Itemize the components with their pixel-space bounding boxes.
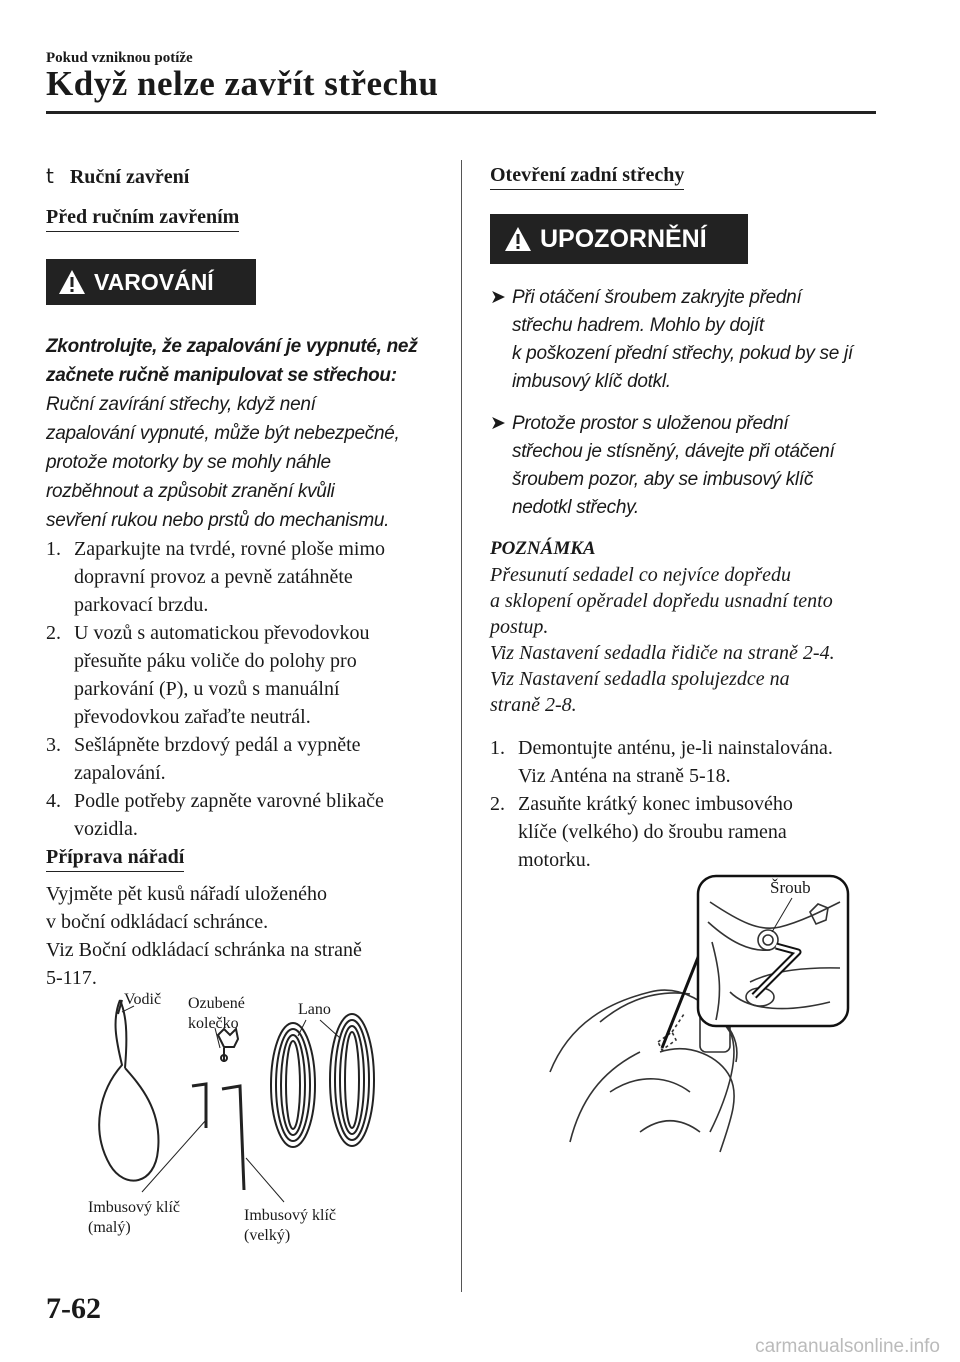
- caution-bullets: [490, 284, 900, 522]
- caution-banner: [490, 214, 748, 264]
- tool-prep-text: Vyjměte pět kusů nářadí uloženého v boční odkládací schránce. Viz Boční odkládací schránka na straně 5-117.: [46, 883, 362, 989]
- note-block: POZNÁMKA Přesunutí sedadel co nejvíce dopředu a sklopení opěradel dopředu usnadní tento postup. Viz Nastavení sedadla řidiče na straně 2-4. Viz Nastavení sedadla spolujezdce na straně 2-8.: [490, 536, 900, 718]
- warning-line: sevření rukou nebo prstů do mechanismu.: [46, 510, 390, 531]
- page-number: 7-62: [46, 1292, 101, 1325]
- warning-bold-line: Zkontrolujte, že zapalování je vypnuté, než: [46, 336, 418, 357]
- rear-roof-steps: [490, 734, 910, 874]
- label-ozubene: Ozubené kolečko: [188, 995, 245, 1032]
- label-small-hex-key: Imbusový klíč (malý): [88, 1199, 180, 1236]
- before-manual-close-heading: Před ručním zavřením: [46, 206, 239, 229]
- caution-label: UPOZORNĚNÍ: [540, 224, 707, 253]
- tool-prep-heading: Příprava nářadí: [46, 846, 184, 869]
- column-divider: [461, 160, 462, 1292]
- label-vodic: Vodič: [124, 991, 162, 1008]
- list-item: 2. Zasuňte krátký konec imbusového klíče (velkého) do šroubu ramena motorku.: [490, 793, 793, 871]
- label-bolt: Šroub: [770, 878, 811, 897]
- bullet-arrow-icon: ➤: [490, 413, 506, 434]
- rear-roof-heading: Otevření zadní střechy: [490, 164, 684, 187]
- watermark: carmanualsonline.info: [755, 1336, 940, 1357]
- bolt-illustration: [540, 872, 880, 1162]
- list-item: 1. Zaparkujte na tvrdé, rovné ploše mimo dopravní provoz a pevně zatáhněte parkovací brzdu.: [46, 538, 386, 616]
- section-marker: t: [46, 164, 54, 188]
- list-item: ➤ Protože prostor s uloženou přední střechou je stísněný, dávejte při otáčení šroubem pozor, aby se imbusový klíč nedotkl střechy.: [490, 410, 900, 522]
- page-title: Když nelze zavřít střechu: [46, 64, 439, 103]
- preparation-steps: [46, 535, 456, 843]
- warning-line: rozběhnout a způsobit zranění kvůli: [46, 481, 335, 502]
- manual-close-heading-text: Ruční zavření: [69, 166, 190, 188]
- warning-line: Ruční zavírání střechy, když není: [46, 394, 316, 415]
- label-lano: Lano: [298, 1001, 331, 1018]
- warning-triangle-icon: [58, 269, 86, 295]
- warning-bold-line: začnete ručně manipulovat se střechou:: [46, 365, 397, 386]
- warning-line: protože motorky by se mohly náhle: [46, 452, 331, 473]
- list-item: ➤ Při otáčení šroubem zakryjte přední střechu hadrem. Mohlo by dojít k poškození přední střechy, pokud by se jí imbusový klíč dotkl.: [490, 284, 900, 396]
- label-large-hex-key: Imbusový klíč (velký): [244, 1207, 336, 1244]
- list-item: 1. Demontujte anténu, je-li nainstalována. Viz Anténa na straně 5-18.: [490, 737, 833, 787]
- warning-line: zapalování vypnuté, může být nebezpečné,: [46, 423, 400, 444]
- warning-banner: [46, 259, 256, 305]
- list-item: 2. U vozů s automatickou převodovkou přesuňte páku voliče do polohy pro parkování (P), u vozů s manuální převodovkou zařaďte neutrál.: [46, 622, 370, 728]
- warning-label: VAROVÁNÍ: [94, 268, 214, 295]
- note-title: POZNÁMKA: [490, 538, 596, 559]
- warning-triangle-icon: [504, 226, 532, 252]
- warning-text-block: [46, 332, 456, 535]
- list-item: 3. Sešlápněte brzdový pedál a vypněte zapalování.: [46, 734, 361, 784]
- manual-close-heading: [46, 164, 189, 189]
- list-item: 4. Podle potřeby zapněte varovné blikače vozidla.: [46, 790, 384, 840]
- section-label: Pokud vzniknou potíže: [46, 50, 193, 66]
- bullet-arrow-icon: ➤: [490, 287, 506, 308]
- title-rule: [46, 111, 876, 114]
